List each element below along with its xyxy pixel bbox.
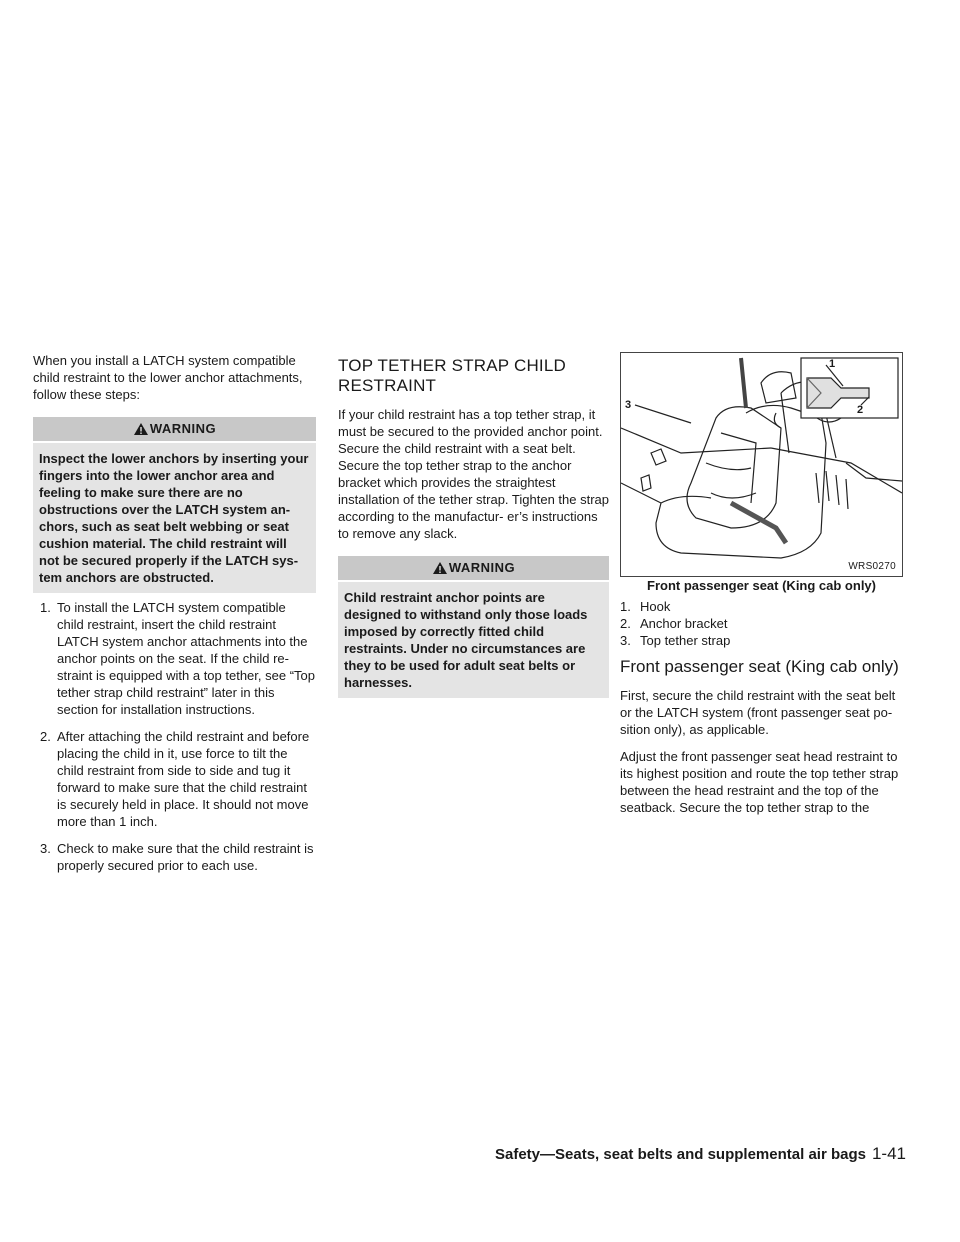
child-seat-drawing xyxy=(621,353,902,576)
tether-paragraph: If your child restraint has a top tether strap, it must be secured to the provided anchor point. Secure the child restraint with a seat belt. Secure the top tether strap to the anchor bracket which provides the straightest installation of the tether strap. Tighten the strap according to the manufactur- er’s instructions to remove any slack. xyxy=(338,407,609,541)
step-number: 3. xyxy=(40,841,51,856)
step-number: 2. xyxy=(40,729,51,744)
warning-header xyxy=(33,417,316,441)
paragraph-secure: First, secure the child restraint with the seat belt or the LATCH system (front passenger seat po- sition only), as applicable. xyxy=(620,688,896,737)
step-text: After attaching the child restraint and before placing the child in it, use force to tilt the child restraint from side to side and tug it forward to make sure that the child restraint is securely held in place. It should not move more than 1 inch. xyxy=(57,729,310,829)
seat-illustration xyxy=(620,352,903,577)
legend-number: 2. xyxy=(620,616,631,631)
step-number: 1. xyxy=(40,600,51,615)
warning-icon xyxy=(432,561,448,575)
legend-text: Anchor bracket xyxy=(640,616,728,631)
legend-list xyxy=(620,598,903,649)
warning-box xyxy=(338,556,609,698)
warning-text: Inspect the lower anchors by inserting your fingers into the lower anchor area and feeling to make sure there are no obstructions over the LATCH system an- chors, such as seat belt webbing or seat cushion material. The child restraint will not be secured properly if the LATCH sys- tem anchors are obstructed. xyxy=(33,443,316,593)
label-3: 3 xyxy=(625,399,632,411)
page-number: 1-41 xyxy=(871,1144,906,1163)
list-item xyxy=(33,728,316,830)
steps-list xyxy=(33,599,316,874)
paragraph-adjust: Adjust the front passenger seat head restraint to its highest position and route the top tether strap between the head restraint and the top of the seatback. Secure the top tether strap to the xyxy=(620,749,899,815)
legend-text: Top tether strap xyxy=(640,633,731,648)
warning-icon xyxy=(133,422,149,436)
figure-code: WRS0270 xyxy=(848,561,896,572)
column-right xyxy=(620,352,903,826)
intro-paragraph: When you install a LATCH system compatible child restraint to the lower anchor attachments, follow these steps: xyxy=(33,353,303,402)
warning-text: Child restraint anchor points are designed to withstand only those loads imposed by correctly fitted child restraints. Under no circumstances are they to be used for adult seat belts or harnesses. xyxy=(338,582,609,698)
footer-section-title: Safety—Seats, seat belts and supplemental air bags xyxy=(495,1146,866,1163)
section-heading: TOP TETHER STRAP CHILD RESTRAINT xyxy=(338,356,566,395)
list-item xyxy=(620,632,903,649)
step-text: To install the LATCH system compatible child restraint, insert the child restraint LATCH system anchor attachments into the anchor points on the seat. If the child re- straint is equipped with a top tether, see “Top tether strap child restraint” later in this section for installation instructions. xyxy=(57,600,315,717)
figure-caption: Front passenger seat (King cab only) xyxy=(647,578,876,593)
warning-title: WARNING xyxy=(149,421,217,436)
step-text: Check to make sure that the child restraint is properly secured prior to each use. xyxy=(57,841,314,873)
column-middle xyxy=(338,356,609,698)
legend-number: 1. xyxy=(620,599,631,614)
list-item xyxy=(620,598,903,615)
legend-number: 3. xyxy=(620,633,631,648)
list-item xyxy=(33,599,316,718)
list-item xyxy=(620,615,903,632)
subsection-heading: Front passenger seat (King cab only) xyxy=(620,657,899,676)
label-1: 1 xyxy=(829,358,836,370)
label-2: 2 xyxy=(857,404,864,416)
warning-title: WARNING xyxy=(448,560,516,575)
list-item xyxy=(33,840,316,874)
warning-header xyxy=(338,556,609,580)
legend-text: Hook xyxy=(640,599,671,614)
warning-box xyxy=(33,417,316,593)
page-footer xyxy=(0,1144,906,1164)
column-left xyxy=(33,352,316,884)
